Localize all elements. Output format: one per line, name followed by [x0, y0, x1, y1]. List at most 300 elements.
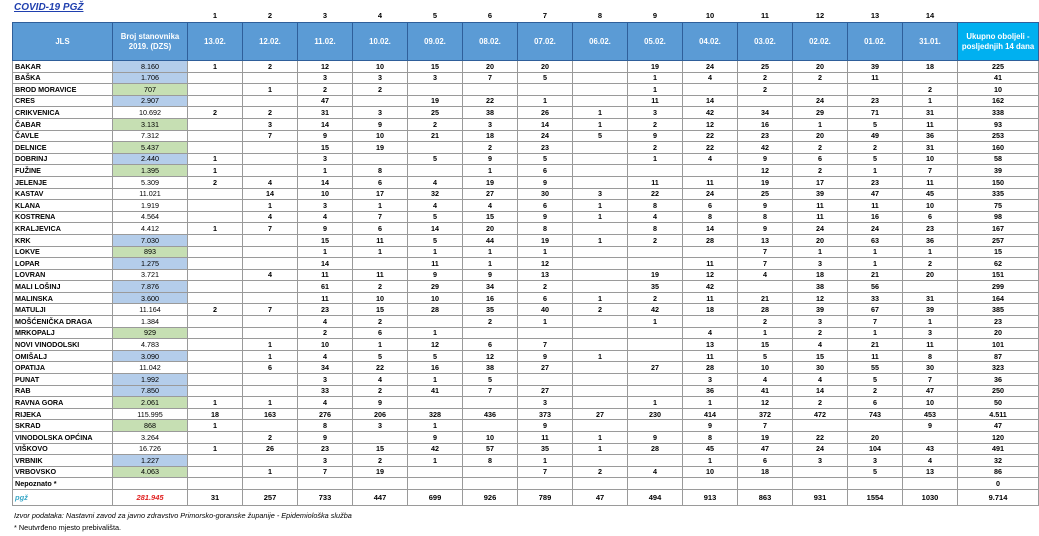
- header-date: 02.02.: [793, 23, 848, 61]
- case-count-cell: 1: [573, 107, 628, 119]
- table-row: [13, 234, 1039, 246]
- row-total-cell: 93: [958, 118, 1039, 130]
- case-count-cell: 40: [518, 304, 573, 316]
- case-count-cell: 2: [793, 142, 848, 154]
- case-count-cell: 19: [353, 466, 408, 478]
- case-count-cell: 1: [573, 118, 628, 130]
- case-count-cell: [188, 211, 243, 223]
- municipality-name: DOBRINJ: [13, 153, 113, 165]
- header-date: 01.02.: [848, 23, 903, 61]
- population-cell: 1.384: [113, 316, 188, 328]
- population-cell: 7.876: [113, 281, 188, 293]
- case-count-cell: 12: [463, 350, 518, 362]
- case-count-cell: 5: [573, 130, 628, 142]
- row-total-cell: 323: [958, 362, 1039, 374]
- municipality-name: LOPAR: [13, 258, 113, 270]
- case-count-cell: 14: [518, 118, 573, 130]
- case-count-cell: 1: [738, 327, 793, 339]
- case-count-cell: 9: [298, 130, 353, 142]
- header-date: 13.02.: [188, 23, 243, 61]
- case-count-cell: 9: [463, 269, 518, 281]
- case-count-cell: 33: [848, 292, 903, 304]
- case-count-cell: [408, 142, 463, 154]
- case-count-cell: 5: [848, 153, 903, 165]
- case-count-cell: 24: [793, 443, 848, 455]
- case-count-cell: 1: [243, 200, 298, 212]
- case-count-cell: 6: [683, 200, 738, 212]
- case-count-cell: [573, 176, 628, 188]
- covid-table: [12, 10, 1039, 506]
- municipality-name: KOSTRENA: [13, 211, 113, 223]
- table-row: [13, 281, 1039, 293]
- case-count-cell: 35: [518, 443, 573, 455]
- case-count-cell: [628, 165, 683, 177]
- case-count-cell: 5: [738, 350, 793, 362]
- table-row: [13, 455, 1039, 467]
- case-count-cell: [518, 84, 573, 96]
- case-count-cell: 3: [353, 107, 408, 119]
- case-count-cell: 9: [518, 350, 573, 362]
- case-count-cell: 42: [683, 281, 738, 293]
- column-number: 10: [705, 11, 715, 21]
- table-row: [13, 397, 1039, 409]
- daily-total-cell: 447: [353, 489, 408, 505]
- case-count-cell: [188, 258, 243, 270]
- case-count-cell: 14: [683, 95, 738, 107]
- case-count-cell: [573, 281, 628, 293]
- municipality-name: BAŠKA: [13, 72, 113, 84]
- case-count-cell: 4: [683, 327, 738, 339]
- case-count-cell: [628, 339, 683, 351]
- case-count-cell: [243, 455, 298, 467]
- case-count-cell: 11: [793, 211, 848, 223]
- case-count-cell: 1: [903, 316, 958, 328]
- case-count-cell: 1: [463, 258, 518, 270]
- case-count-cell: 39: [903, 304, 958, 316]
- case-count-cell: [463, 478, 518, 490]
- case-count-cell: 4: [463, 200, 518, 212]
- population-cell: 1.992: [113, 374, 188, 386]
- table-row: [13, 223, 1039, 235]
- case-count-cell: [243, 385, 298, 397]
- case-count-cell: 42: [408, 443, 463, 455]
- case-count-cell: 10: [903, 153, 958, 165]
- case-count-cell: 9: [353, 397, 408, 409]
- population-cell: 115.995: [113, 408, 188, 420]
- footnote: * Neutvrđeno mjesto prebivališta.: [14, 523, 122, 532]
- case-count-cell: 2: [243, 432, 298, 444]
- case-count-cell: 12: [683, 118, 738, 130]
- case-count-cell: 44: [463, 234, 518, 246]
- case-count-cell: 1: [408, 246, 463, 258]
- row-total-cell: 39: [958, 165, 1039, 177]
- municipality-name: CRIKVENICA: [13, 107, 113, 119]
- case-count-cell: [683, 165, 738, 177]
- case-count-cell: 6: [353, 327, 408, 339]
- case-count-cell: 3: [243, 118, 298, 130]
- row-total-cell: 385: [958, 304, 1039, 316]
- case-count-cell: 9: [683, 420, 738, 432]
- case-count-cell: 6: [353, 223, 408, 235]
- case-count-cell: 32: [408, 188, 463, 200]
- population-cell: 1.395: [113, 165, 188, 177]
- case-count-cell: 1: [573, 234, 628, 246]
- header-date: 12.02.: [243, 23, 298, 61]
- case-count-cell: 28: [683, 362, 738, 374]
- municipality-name: CRES: [13, 95, 113, 107]
- case-count-cell: [848, 84, 903, 96]
- case-count-cell: 1: [408, 455, 463, 467]
- case-count-cell: 10: [683, 466, 738, 478]
- case-count-cell: 7: [463, 72, 518, 84]
- population-cell: 11.164: [113, 304, 188, 316]
- case-count-cell: 27: [628, 362, 683, 374]
- case-count-cell: 3: [298, 200, 353, 212]
- case-count-cell: [573, 362, 628, 374]
- case-count-cell: 15: [408, 61, 463, 73]
- case-count-cell: [573, 478, 628, 490]
- header-date: 06.02.: [573, 23, 628, 61]
- case-count-cell: [188, 374, 243, 386]
- case-count-cell: 27: [463, 188, 518, 200]
- case-count-cell: 14: [298, 118, 353, 130]
- case-count-cell: 27: [518, 362, 573, 374]
- case-count-cell: 8: [518, 223, 573, 235]
- case-count-cell: 10: [738, 362, 793, 374]
- population-cell: [113, 478, 188, 490]
- case-count-cell: [573, 339, 628, 351]
- case-count-cell: 29: [408, 281, 463, 293]
- daily-total-cell: 699: [408, 489, 463, 505]
- case-count-cell: [188, 362, 243, 374]
- case-count-cell: 9: [903, 420, 958, 432]
- case-count-cell: 11: [848, 350, 903, 362]
- case-count-cell: 3: [353, 420, 408, 432]
- header-date: 07.02.: [518, 23, 573, 61]
- case-count-cell: 9: [738, 223, 793, 235]
- case-count-cell: 2: [738, 84, 793, 96]
- case-count-cell: [573, 246, 628, 258]
- case-count-cell: 15: [793, 350, 848, 362]
- case-count-cell: 15: [298, 142, 353, 154]
- row-total-cell: 75: [958, 200, 1039, 212]
- case-count-cell: 10: [353, 130, 408, 142]
- case-count-cell: 5: [463, 374, 518, 386]
- row-total-cell: 47: [958, 420, 1039, 432]
- municipality-name: MOŠĆENIČKA DRAGA: [13, 316, 113, 328]
- population-cell: 3.090: [113, 350, 188, 362]
- row-total-cell: 41: [958, 72, 1039, 84]
- row-total-cell: 335: [958, 188, 1039, 200]
- population-cell: 16.726: [113, 443, 188, 455]
- table-row: [13, 408, 1039, 420]
- grand-total-cell: 9.714: [958, 489, 1039, 505]
- case-count-cell: 11: [683, 350, 738, 362]
- header-date: 11.02.: [298, 23, 353, 61]
- table-row: [13, 95, 1039, 107]
- table-row: [13, 432, 1039, 444]
- case-count-cell: 1: [573, 200, 628, 212]
- case-count-cell: [353, 258, 408, 270]
- case-count-cell: 9: [463, 153, 518, 165]
- case-count-cell: 34: [463, 281, 518, 293]
- column-number: 5: [432, 11, 438, 21]
- case-count-cell: 27: [518, 385, 573, 397]
- case-count-cell: 1: [903, 246, 958, 258]
- column-number: 7: [542, 11, 548, 21]
- case-count-cell: 36: [903, 130, 958, 142]
- case-count-cell: 14: [683, 223, 738, 235]
- daily-total-cell: 47: [573, 489, 628, 505]
- case-count-cell: [463, 327, 518, 339]
- footer-totals-row: [13, 489, 1039, 505]
- municipality-name: MALI LOŠINJ: [13, 281, 113, 293]
- case-count-cell: 4: [243, 176, 298, 188]
- case-count-cell: [573, 84, 628, 96]
- case-count-cell: 2: [353, 455, 408, 467]
- case-count-cell: 21: [848, 339, 903, 351]
- table-row: [13, 165, 1039, 177]
- case-count-cell: 1: [243, 466, 298, 478]
- case-count-cell: [683, 84, 738, 96]
- case-count-cell: [628, 350, 683, 362]
- municipality-name: OPATIJA: [13, 362, 113, 374]
- case-count-cell: 9: [353, 118, 408, 130]
- case-count-cell: 1: [353, 339, 408, 351]
- table-row: [13, 478, 1039, 490]
- case-count-cell: 1: [518, 455, 573, 467]
- case-count-cell: 4: [243, 269, 298, 281]
- case-count-cell: 15: [738, 339, 793, 351]
- column-number: 14: [925, 11, 935, 21]
- row-total-cell: 50: [958, 397, 1039, 409]
- case-count-cell: 23: [903, 223, 958, 235]
- case-count-cell: 2: [243, 107, 298, 119]
- row-total-cell: 23: [958, 316, 1039, 328]
- case-count-cell: [463, 397, 518, 409]
- municipality-name: VIŠKOVO: [13, 443, 113, 455]
- case-count-cell: 2: [188, 304, 243, 316]
- daily-total-cell: 863: [738, 489, 793, 505]
- case-count-cell: 5: [408, 234, 463, 246]
- case-count-cell: 18: [683, 304, 738, 316]
- daily-total-cell: 733: [298, 489, 353, 505]
- case-count-cell: [628, 374, 683, 386]
- population-cell: 3.264: [113, 432, 188, 444]
- population-cell: 4.783: [113, 339, 188, 351]
- case-count-cell: 2: [903, 258, 958, 270]
- case-count-cell: [683, 316, 738, 328]
- row-total-cell: 36: [958, 374, 1039, 386]
- case-count-cell: 3: [793, 316, 848, 328]
- case-count-cell: 21: [848, 269, 903, 281]
- case-count-cell: 1: [518, 316, 573, 328]
- case-count-cell: 1: [243, 339, 298, 351]
- table-row: [13, 292, 1039, 304]
- case-count-cell: [518, 327, 573, 339]
- case-count-cell: 12: [738, 165, 793, 177]
- column-number-row: [13, 10, 1039, 23]
- case-count-cell: 3: [903, 327, 958, 339]
- case-count-cell: 30: [518, 188, 573, 200]
- case-count-cell: [243, 478, 298, 490]
- case-count-cell: [188, 269, 243, 281]
- table-row: [13, 84, 1039, 96]
- case-count-cell: 33: [298, 385, 353, 397]
- case-count-cell: [903, 432, 958, 444]
- daily-total-cell: 257: [243, 489, 298, 505]
- row-total-cell: 162: [958, 95, 1039, 107]
- case-count-cell: 17: [793, 176, 848, 188]
- population-cell: 893: [113, 246, 188, 258]
- case-count-cell: 2: [848, 142, 903, 154]
- case-count-cell: 4: [903, 455, 958, 467]
- case-count-cell: 2: [628, 234, 683, 246]
- case-count-cell: [188, 350, 243, 362]
- table-row: [13, 72, 1039, 84]
- case-count-cell: [188, 234, 243, 246]
- case-count-cell: 743: [848, 408, 903, 420]
- case-count-cell: 25: [408, 107, 463, 119]
- case-count-cell: 8: [683, 211, 738, 223]
- header-date: 05.02.: [628, 23, 683, 61]
- municipality-name: Nepoznato *: [13, 478, 113, 490]
- case-count-cell: 1: [628, 397, 683, 409]
- page-title: COVID-19 PGŽ: [14, 2, 84, 13]
- case-count-cell: 47: [903, 385, 958, 397]
- case-count-cell: 10: [298, 188, 353, 200]
- case-count-cell: 7: [903, 165, 958, 177]
- case-count-cell: 6: [518, 292, 573, 304]
- case-count-cell: 9: [628, 432, 683, 444]
- daily-total-cell: 1554: [848, 489, 903, 505]
- case-count-cell: 1: [848, 327, 903, 339]
- case-count-cell: 1: [188, 420, 243, 432]
- column-number: 4: [377, 11, 383, 21]
- case-count-cell: 12: [408, 339, 463, 351]
- case-count-cell: 2: [793, 327, 848, 339]
- municipality-name: VINODOLSKA OPĆINA: [13, 432, 113, 444]
- case-count-cell: 10: [463, 432, 518, 444]
- case-count-cell: [188, 72, 243, 84]
- case-count-cell: [188, 200, 243, 212]
- case-count-cell: 8: [683, 432, 738, 444]
- table-row: [13, 188, 1039, 200]
- case-count-cell: 13: [738, 234, 793, 246]
- case-count-cell: 472: [793, 408, 848, 420]
- case-count-cell: [518, 478, 573, 490]
- case-count-cell: 4: [298, 316, 353, 328]
- case-count-cell: [573, 72, 628, 84]
- case-count-cell: 67: [848, 304, 903, 316]
- case-count-cell: 8: [738, 211, 793, 223]
- case-count-cell: 39: [848, 61, 903, 73]
- case-count-cell: 2: [573, 304, 628, 316]
- case-count-cell: 2: [463, 142, 518, 154]
- case-count-cell: 2: [353, 385, 408, 397]
- case-count-cell: [408, 165, 463, 177]
- case-count-cell: 4: [738, 374, 793, 386]
- case-count-cell: 206: [353, 408, 408, 420]
- case-count-cell: 1: [848, 165, 903, 177]
- case-count-cell: 8: [298, 420, 353, 432]
- case-count-cell: 7: [518, 339, 573, 351]
- case-count-cell: 2: [353, 316, 408, 328]
- case-count-cell: [408, 466, 463, 478]
- header-jls: JLS: [13, 23, 113, 61]
- case-count-cell: 6: [243, 362, 298, 374]
- case-count-cell: 3: [298, 455, 353, 467]
- case-count-cell: [243, 327, 298, 339]
- case-count-cell: [188, 246, 243, 258]
- case-count-cell: 2: [188, 107, 243, 119]
- case-count-cell: 1: [188, 153, 243, 165]
- case-count-cell: [628, 478, 683, 490]
- case-count-cell: 22: [683, 130, 738, 142]
- row-total-cell: 15: [958, 246, 1039, 258]
- case-count-cell: 10: [903, 397, 958, 409]
- table-row: [13, 200, 1039, 212]
- case-count-cell: 47: [738, 443, 793, 455]
- table-row: [13, 130, 1039, 142]
- case-count-cell: 2: [353, 281, 408, 293]
- table-row: [13, 316, 1039, 328]
- case-count-cell: 1: [353, 246, 408, 258]
- case-count-cell: 7: [518, 466, 573, 478]
- table-row: [13, 443, 1039, 455]
- daily-total-cell: 926: [463, 489, 518, 505]
- case-count-cell: 11: [848, 200, 903, 212]
- case-count-cell: 38: [793, 281, 848, 293]
- case-count-cell: 7: [738, 246, 793, 258]
- municipality-name: KRALJEVICA: [13, 223, 113, 235]
- case-count-cell: 8: [628, 200, 683, 212]
- row-total-cell: 150: [958, 176, 1039, 188]
- case-count-cell: [188, 292, 243, 304]
- case-count-cell: [628, 327, 683, 339]
- case-count-cell: 5: [848, 466, 903, 478]
- column-number: 9: [652, 11, 658, 21]
- case-count-cell: 2: [628, 118, 683, 130]
- case-count-cell: [573, 385, 628, 397]
- case-count-cell: 30: [793, 362, 848, 374]
- case-count-cell: 2: [628, 292, 683, 304]
- case-count-cell: 436: [463, 408, 518, 420]
- case-count-cell: 7: [243, 223, 298, 235]
- table-row: [13, 269, 1039, 281]
- population-cell: 10.692: [113, 107, 188, 119]
- daily-total-cell: 913: [683, 489, 738, 505]
- case-count-cell: [573, 223, 628, 235]
- case-count-cell: 31: [298, 107, 353, 119]
- municipality-name: SKRAD: [13, 420, 113, 432]
- case-count-cell: 30: [903, 362, 958, 374]
- case-count-cell: 1: [683, 397, 738, 409]
- case-count-cell: 6: [518, 165, 573, 177]
- row-total-cell: 20: [958, 327, 1039, 339]
- municipality-name: KRK: [13, 234, 113, 246]
- case-count-cell: 104: [848, 443, 903, 455]
- case-count-cell: 1: [683, 455, 738, 467]
- column-number: 1: [212, 11, 218, 21]
- case-count-cell: 163: [243, 408, 298, 420]
- case-count-cell: 19: [738, 176, 793, 188]
- case-count-cell: [243, 281, 298, 293]
- case-count-cell: [188, 466, 243, 478]
- case-count-cell: 1: [408, 420, 463, 432]
- case-count-cell: 63: [848, 234, 903, 246]
- case-count-cell: 10: [408, 292, 463, 304]
